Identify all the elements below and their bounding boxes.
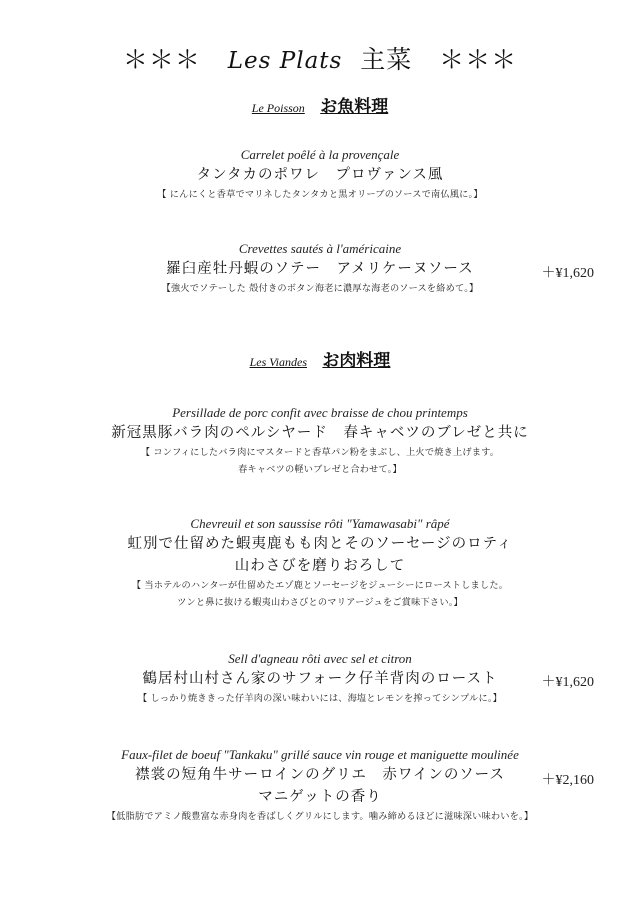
dish-japanese-name: 襟裳の短角牛サーロインのグリエ 赤ワインのソース — [135, 767, 505, 783]
dish-japanese-name: マニゲットの香り — [258, 789, 382, 805]
dish-french-name: Chevreuil et son saussise rôti "Yamawasabi" râpé — [190, 516, 450, 531]
dish-price: ＋¥1,620 — [541, 675, 594, 690]
dish-description: 【強火でソテーした 殻付きのボタン海老に濃厚な海老のソースを絡めて。】 — [161, 283, 479, 294]
title-japanese: 主菜 — [360, 45, 413, 74]
dish-japanese-name: 羅臼産牡丹蝦のソテー アメリケーヌソース — [166, 261, 474, 277]
dish-french-name: Persillade de porc confit avec braisse de chou printemps — [172, 405, 468, 420]
dish-description: 【 にんにくと香草でマリネしたタンタカと黒オリーブのソースで南仏風に。】 — [157, 189, 483, 200]
dish-japanese-name: 虹別で仕留めた蝦夷鹿もも肉とそのソーセージのロティ — [127, 536, 513, 552]
dish-japanese-name: 鶴居村山村さん家のサフォーク仔羊背肉のロースト — [142, 671, 498, 687]
dish-description: 【 しっかり焼ききった仔羊肉の深い味わいには、海塩とレモンを搾ってシンプルに。】 — [137, 693, 503, 704]
dish-description: 【低脂肪でアミノ酸豊富な赤身肉を香ばしくグリルにします。噛み締めるほどに滋味深い味わいを。】 — [106, 811, 534, 822]
dish-french-name: Carrelet poêlé à la provençale — [240, 147, 400, 162]
dish-french-name: Sell d'agneau rôti avec sel et citron — [228, 651, 412, 666]
title-stars-right: ＊＊＊ — [439, 45, 518, 74]
section-japanese: お肉料理 — [322, 351, 391, 371]
section-heading-fish — [0, 92, 640, 117]
title-french: Les Plats — [227, 48, 343, 74]
section-french: Le Poisson — [251, 101, 305, 115]
dish-description: ツンと鼻に抜ける蝦夷山わさびとのマリアージュをご賞味下さい。】 — [177, 597, 463, 608]
section-japanese: お魚料理 — [320, 97, 389, 117]
dish-description: 春キャベツの軽いブレゼと合わせて。】 — [238, 464, 402, 475]
dish-french-name: Faux-filet de boeuf "Tankaku" grillé sauce vin rouge et maniguette moulinée — [121, 747, 519, 762]
title-stars-left: ＊＊＊ — [122, 45, 201, 74]
dish-japanese-name: タンタカのポワレ プロヴァンス風 — [196, 167, 444, 183]
dish-description: 【 当ホテルのハンターが仕留めたエゾ鹿とソーセージをジューシーにローストしました。 — [131, 580, 509, 591]
dish-item — [0, 146, 640, 203]
dish-japanese-name: 山わさびを磨りおろして — [234, 558, 406, 574]
dish-item — [0, 515, 640, 611]
dish-item — [0, 404, 640, 478]
section-french: Les Viandes — [249, 355, 308, 369]
dish-japanese-name: 新冠黒豚バラ肉のペルシヤード 春キャベツのブレゼと共に — [111, 425, 529, 441]
dish-price: ＋¥2,160 — [541, 773, 594, 788]
dish-price: ＋¥1,620 — [541, 266, 594, 281]
page-title — [0, 40, 640, 76]
dish-french-name: Crevettes sautés à l'américaine — [238, 241, 402, 256]
dish-description: 【 コンフィにしたバラ肉にマスタードと香草パン粉をまぶし、上火で焼き上げます。 — [140, 447, 500, 458]
section-heading-meat — [0, 346, 640, 371]
